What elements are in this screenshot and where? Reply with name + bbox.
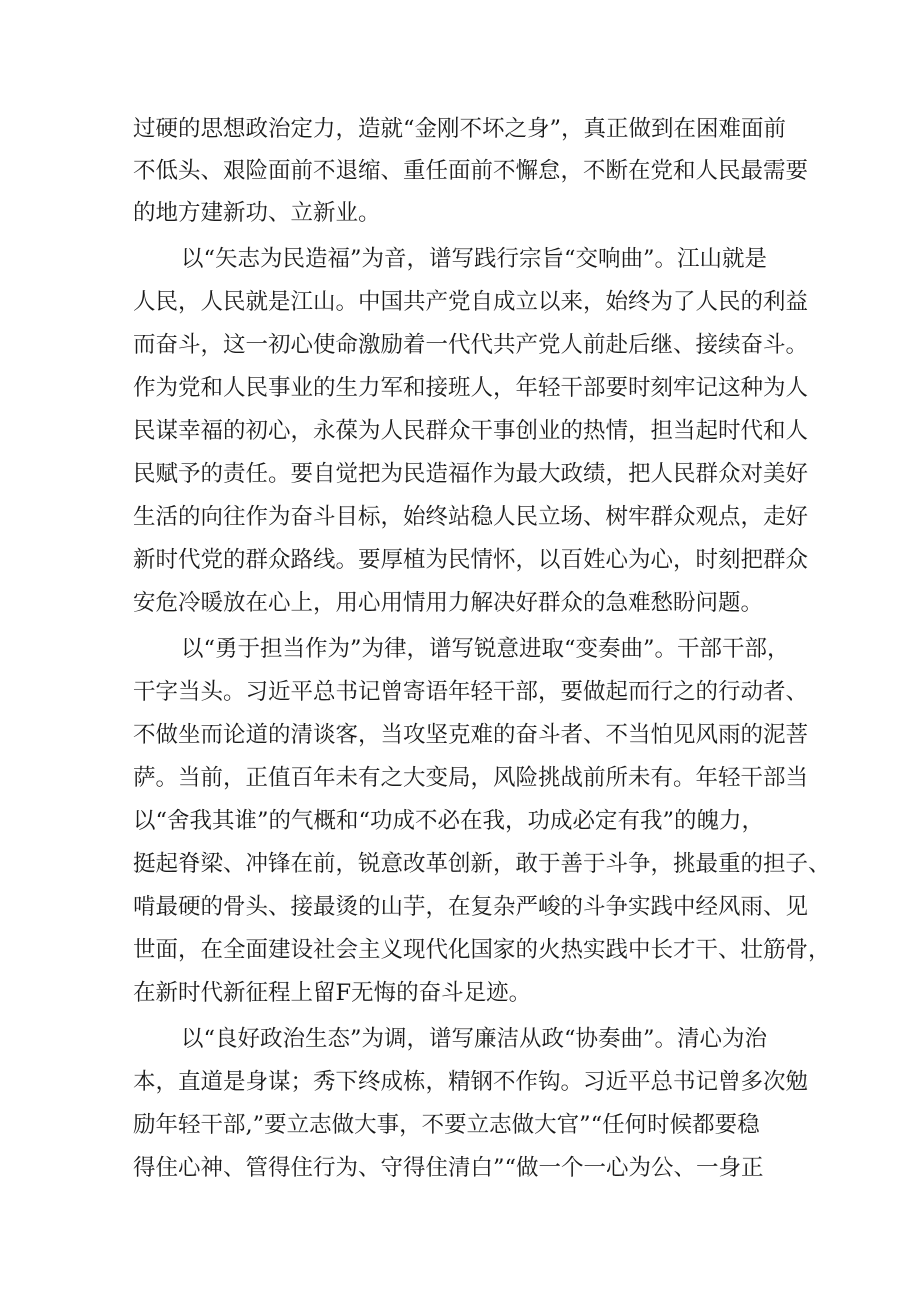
paragraph-start-line-13: 以“勇于担当作为”为律，谱写锐意进取“变奏曲”。干部干部，	[181, 636, 790, 662]
text-line-5: 人民，人民就是江山。中国共产党自成立以来，始终为了人民的利益	[133, 289, 809, 315]
text-line-20: 世面，在全面建设社会主义现代化国家的火热实践中长才干、壮筋骨，	[133, 937, 831, 963]
text-line-8: 民谋幸福的初心，永葆为人民群众干事创业的热情，担当起时代和人	[133, 418, 809, 444]
text-line-3: 的地方建新功、立新业。	[133, 200, 381, 226]
paragraph-start-line-22: 以“良好政治生态”为调，谱写廉洁从政“协奏曲”。清心为治	[181, 1026, 768, 1052]
text-line-25: 得住心神、管得住行为、守得住清白”“做一个一心为公、一身正	[133, 1155, 764, 1181]
text-line-18: 挺起脊梁、冲锋在前，锐意改革创新，敢于善于斗争，挑最重的担子、	[133, 851, 831, 877]
text-line-17: 以“舍我其谁”的气概和“功成不必在我，功成必定有我”的魄力，	[133, 808, 765, 834]
paragraph-start-line-4: 以“矢志为民造福”为音，谱写践行宗旨“交响曲”。江山就是	[181, 246, 768, 272]
text-line-11: 新时代党的群众路线。要厚植为民情怀，以百姓心为心，时刻把群众	[133, 547, 809, 573]
text-line-10: 生活的向往作为奋斗目标，始终站稳人民立场、树牢群众观点，走好	[133, 504, 809, 530]
text-line-9: 民赋予的责任。要自觉把为民造福作为最大政绩，把人民群众对美好	[133, 461, 809, 487]
text-line-16: 萨。当前，正值百年未有之大变局，风险挑战前所未有。年轻干部当	[133, 765, 809, 791]
text-line-19: 啃最硬的骨头、接最烫的山芋，在复杂严峻的斗争实践中经风雨、见	[133, 894, 809, 920]
text-line-1: 过硬的思想政治定力，造就“金刚不坏之身”，真正做到在困难面前	[133, 116, 787, 142]
text-line-23: 本，直道是身谋；秀下终成栋，精钢不作钩。习近平总书记曾多次勉	[133, 1069, 809, 1095]
text-line-2: 不低头、艰险面前不退缩、重任面前不懈怠，不断在党和人民最需要	[133, 158, 809, 184]
text-line-14: 干字当头。习近平总书记曾寄语年轻干部，要做起而行之的行动者、	[133, 679, 809, 705]
text-line-21: 在新时代新征程上留F无悔的奋斗足迹。	[133, 980, 532, 1006]
text-line-7: 作为党和人民事业的生力军和接班人，年轻干部要时刻牢记这种为人	[133, 375, 809, 401]
text-line-12: 安危冷暖放在心上，用心用情用力解决好群众的急难愁盼问题。	[133, 590, 764, 616]
text-line-15: 不做坐而论道的清谈客，当攻坚克难的奋斗者、不当怕见风雨的泥菩	[133, 722, 809, 748]
text-line-6: 而奋斗，这一初心使命激励着一代代共产党人前赴后继、接续奋斗。	[133, 332, 809, 358]
text-line-24: 励年轻干部,”要立志做大事，不要立志做大官”“任何时候都要稳	[133, 1112, 760, 1138]
